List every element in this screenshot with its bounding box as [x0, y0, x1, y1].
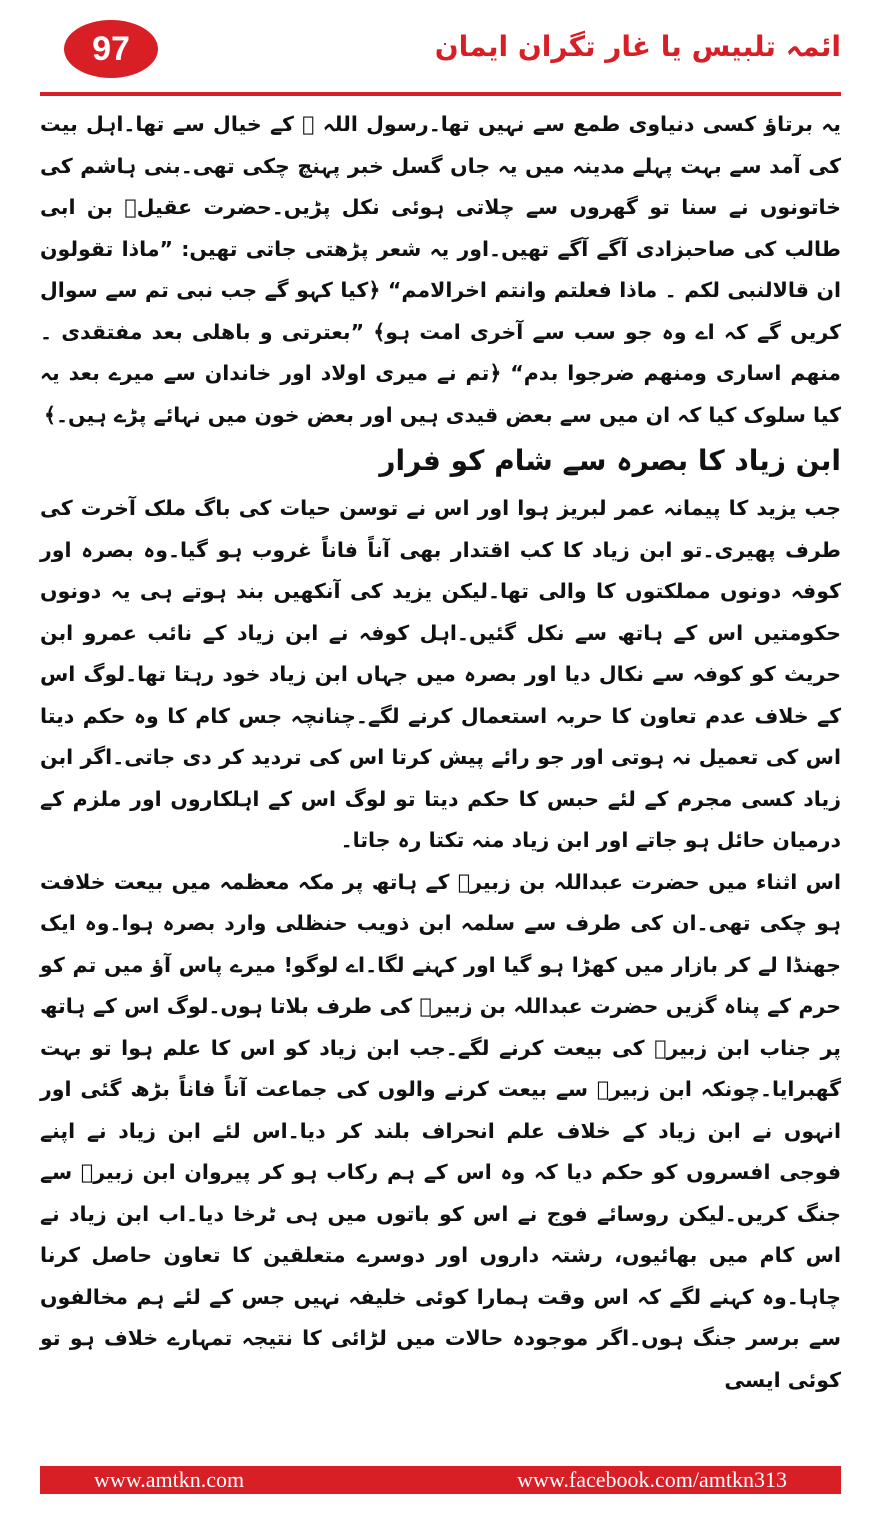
page-number-badge [64, 20, 158, 78]
header-rule [40, 92, 841, 96]
paragraph-1: یہ برتاؤ کسی دنیاوی طمع سے نہیں تھا۔رسول اللہ ﷺ کے خیال سے تھا۔اہل بیت کی آمد سے بہت پہلے مدینہ میں یہ جاں گسل خبر پہنچ چکی تھی۔بنی ہاشم کی خاتونوں نے سنا تو گھروں سے چلاتی ہوئی نکل پڑیں۔حضرت عقیلؓ بن ابی طالب کی صاحبزادی آگے آگے تھیں۔اور یہ شعر پڑھتی جاتی تھیں: ”ماذا تقولون ان قالالنبی لکم ۔ ماذا فعلتم وانتم اخرالامم“ ﴿کیا کہو گے جب نبی تم سے سوال کریں گے کہ اے وہ جو سب سے آخری امت ہو﴾ ”بعترتی و باھلی بعد مفتقدی ۔ منھم اساری ومنھم ضرجوا بدم“ ﴿تم نے میری اولاد اور خاندان سے میرے بعد یہ کیا سلوک کیا کہ ان میں سے بعض قیدی ہیں اور بعض خون میں نہائے پڑے ہیں۔﴾ [40, 112, 841, 427]
footer-bar [40, 1466, 841, 1494]
page-body [40, 104, 841, 1401]
paragraph-3: اس اثناء میں حضرت عبداللہ بن زبیرؓ کے ہاتھ پر مکہ معظمہ میں بیعت خلافت ہو چکی تھی۔ان کی طرف سے سلمہ ابن ذویب حنظلی وارد بصرہ ہوا۔وہ ایک جھنڈا لے کر بازار میں کھڑا ہو گیا اور کہنے لگا۔اے لوگو! میرے پاس آؤ میں تم کو حرم کے پناہ گزیں حضرت عبداللہ بن زبیرؓ کی طرف بلاتا ہوں۔لوگ اس کے ہاتھ پر جناب ابن زبیرؓ کی بیعت کرنے لگے۔جب ابن زیاد کو اس کا علم ہوا تو بہت گھبرایا۔چونکہ ابن زبیرؓ سے بیعت کرنے والوں کی جماعت آناً فاناً بڑھ گئی اور انہوں نے ابن زیاد کے خلاف علم انحراف بلند کر دیا۔اس لئے ابن زیاد نے اپنے فوجی افسروں کو حکم دیا کہ وہ اس کے ہم رکاب ہو کر پیروان ابن زبیرؓ سے جنگ کریں۔لیکن روسائے فوج نے اس کو باتوں میں ہی ٹرخا دیا۔اب ابن زیاد نے اس کام میں بھائیوں، رشتہ داروں اور دوسرے متعلقین کا تعاون حاصل کرنا چاہا۔وہ کہنے لگے کہ اس وقت ہمارا کوئی خلیفہ نہیں جس کے لئے ہم مخالفوں سے برسر جنگ ہوں۔اگر موجودہ حالات میں لڑائی کا نتیجہ تمہارے خلاف ہو تو کوئی ایسی [40, 869, 841, 1392]
paragraph-2: جب یزید کا پیمانہ عمر لبریز ہوا اور اس نے توسن حیات کی باگ ملک آخرت کی طرف پھیری۔تو ابن زیاد کا کب اقتدار بھی آناً فاناً غروب ہو گیا۔وہ بصرہ اور کوفہ دونوں مملکتوں کا والی تھا۔لیکن یزید کی آنکھیں بند ہوتے ہی یہ دونوں حکومتیں اس کے ہاتھ سے نکل گئیں۔اہل کوفہ نے ابن زیاد کے نائب عمرو ابن حریث کو کوفہ سے نکال دیا اور بصرہ میں جہاں ابن زیاد خود رہتا تھا۔لوگ اس کے خلاف عدم تعاون کا حربہ استعمال کرنے لگے۔چنانچہ جس کام کا وہ حکم دیتا اس کی تعمیل نہ ہوتی اور جو رائے پیش کرتا اس کی تردید کر دی جاتی۔اگر ابن زیاد کسی مجرم کے لئے حبس کا حکم دیتا تو لوگ اس کے اہلکاروں اور ملزم کے درمیان حائل ہو جاتے اور ابن زیاد منہ تکتا رہ جاتا۔ [40, 496, 841, 852]
footer-website-link[interactable]: www.amtkn.com [94, 1467, 245, 1492]
book-title: ائمہ تلبیس یا غار تگران ایمان [434, 30, 841, 63]
section-heading: ابن زیاد کا بصرہ سے شام کو فرار [379, 444, 841, 477]
footer-facebook-link[interactable]: www.facebook.com/amtkn313 [517, 1467, 787, 1492]
page-number: 97 [92, 29, 130, 68]
